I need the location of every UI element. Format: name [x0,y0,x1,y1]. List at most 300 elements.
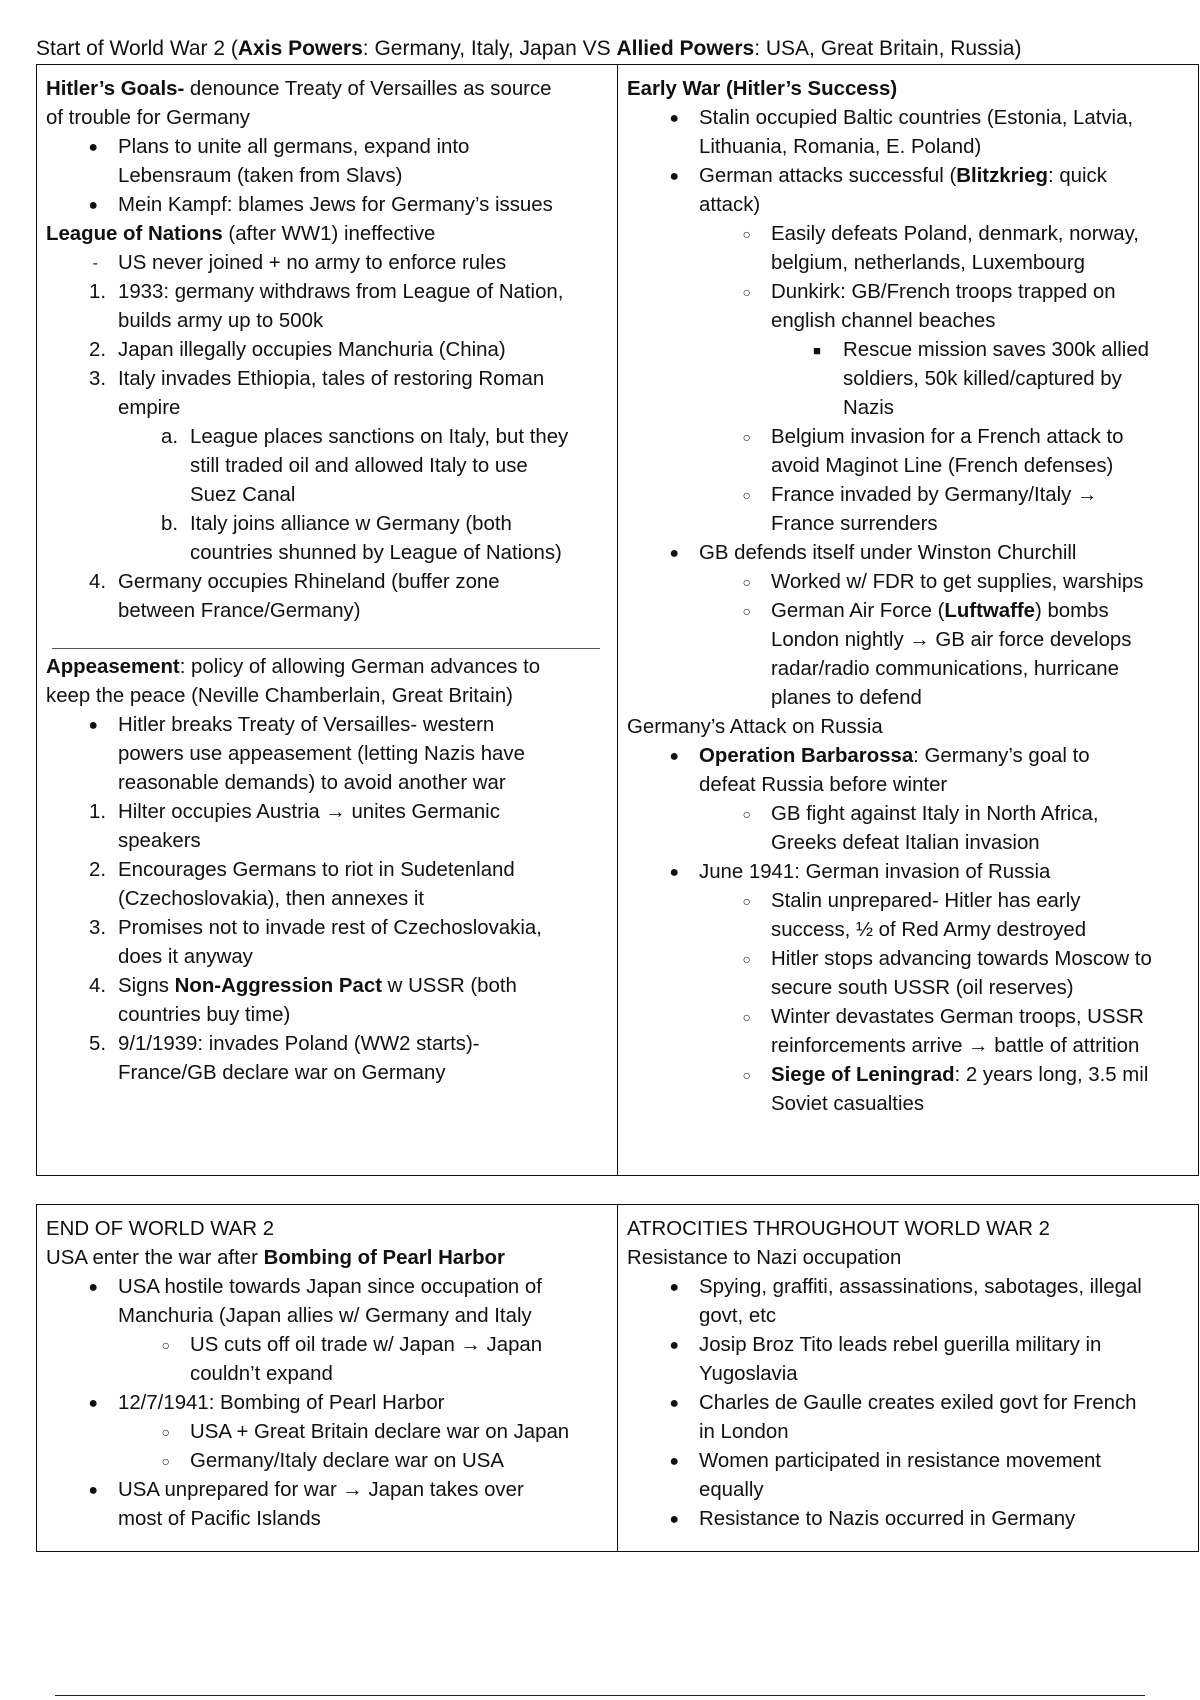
note-line [46,653,609,682]
list-item [46,1302,609,1331]
list-item [627,771,1190,800]
list-item [627,1447,1190,1476]
line-text [118,856,609,885]
text-run: France surrenders [771,513,938,535]
line-text [699,1447,1190,1476]
text-run: Hitler stops advancing towards Moscow to [771,948,1152,970]
list-item [46,798,609,827]
list-item [46,885,609,914]
text-run: still traded oil and allowed Italy to use [190,455,528,477]
bullet-marker: ■ [813,343,821,358]
line-text [699,1476,1190,1505]
line-text [118,1030,609,1059]
list-item [627,597,1190,626]
text-run: League places sanctions on Italy, but they [190,426,569,448]
line-text [190,1331,609,1360]
line-text [46,1244,609,1273]
note-line [627,1215,1190,1244]
text-run: speakers [118,830,201,852]
line-text [771,481,1190,510]
list-item [46,1030,609,1059]
text-run: Yugoslavia [699,1363,798,1385]
list-item [46,972,609,1001]
text-run: ATROCITIES THROUGHOUT WORLD WAR 2 [627,1218,1050,1240]
bottom-notes-table [36,1204,1199,1552]
text-run: belgium, netherlands, Luxembourg [771,252,1085,274]
bullet-marker: ● [88,1279,98,1296]
line-text [118,914,609,943]
line-text [771,626,1190,655]
list-item [46,1273,609,1302]
line-text [190,510,609,539]
text-run: Start of World War 2 ( [36,37,238,60]
text-run: Winter devastates German troops, USSR [771,1006,1144,1028]
text-run: : policy of allowing German advances to [179,656,541,678]
line-text [699,1418,1190,1447]
list-item [627,945,1190,974]
list-item [46,278,609,307]
text-run: success, ½ of Red Army destroyed [771,919,1087,941]
text-run: Encourages Germans to riot in Sudetenland [118,859,515,881]
text-run: Promises not to invade rest of Czechoslovakia, [118,917,542,939]
text-run: in London [699,1421,789,1443]
list-item [627,1090,1190,1119]
text-run: German Air Force ( [771,600,945,622]
list-item [46,133,609,162]
bullet-marker: ○ [742,951,751,967]
line-text [118,1001,609,1030]
top-notes-table [36,64,1199,1176]
text-run: does it anyway [118,946,253,968]
list-item [46,394,609,423]
list-item [627,191,1190,220]
list-item [46,597,609,626]
line-text [118,568,609,597]
line-text [46,1215,609,1244]
line-text [771,800,1190,829]
list-item [46,191,609,220]
list-number: 4. [88,571,106,593]
line-text [627,75,1190,104]
bullet-marker: ○ [161,1424,170,1440]
text-run: : quick [1048,165,1107,187]
line-text [118,336,609,365]
page-title [36,37,1021,61]
list-item [627,1032,1190,1061]
list-number: 3. [88,368,106,390]
list-item [46,336,609,365]
list-item [627,220,1190,249]
list-item [627,858,1190,887]
text-run: attack) [699,194,761,216]
section-divider [52,648,600,649]
line-text [118,740,609,769]
bullet-marker: ○ [742,806,751,822]
line-text [627,713,1190,742]
list-number: b. [160,513,178,535]
text-run: USA hostile towards Japan since occupation of [118,1276,542,1298]
bullet-marker: ● [88,139,98,156]
list-item [627,916,1190,945]
bold-term: Luftwaffe [944,600,1035,622]
bold-term: Allied Powers [616,37,755,60]
line-text [190,1418,609,1447]
top-right-cell [618,65,1199,1176]
line-text [190,423,609,452]
line-text [699,539,1190,568]
bullet-marker: ○ [742,603,751,619]
line-text [118,133,609,162]
text-run: Greeks defeat Italian invasion [771,832,1040,854]
list-item [627,1418,1190,1447]
note-line [627,75,1190,104]
list-item [46,1418,609,1447]
list-number: 1. [88,801,106,823]
bullet-marker: ● [669,864,679,881]
text-run: 12/7/1941: Bombing of Pearl Harbor [118,1392,445,1414]
line-text [627,1244,1190,1273]
list-item [627,974,1190,1003]
text-run: Japan illegally occupies Manchuria (China) [118,339,506,361]
bullet-marker: ● [669,1337,679,1354]
line-text [190,481,609,510]
line-text [771,945,1190,974]
text-run: Belgium invasion for a French attack to [771,426,1124,448]
text-run: avoid Maginot Line (French defenses) [771,455,1114,477]
bold-term: Blitzkrieg [956,165,1049,187]
bold-term: Axis Powers [237,37,363,60]
list-item [46,1331,609,1360]
list-number: 2. [88,339,106,361]
line-text [771,1090,1190,1119]
text-run: 9/1/1939: invades Poland (WW2 starts)- [118,1033,480,1055]
text-run: powers use appeasement (letting Nazis have [118,743,525,765]
line-text [771,307,1190,336]
text-run: GB fight against Italy in North Africa, [771,803,1099,825]
note-line [46,1244,609,1273]
line-text [46,75,609,104]
bullet-marker: ○ [742,1067,751,1083]
text-run: Rescue mission saves 300k allied [843,339,1150,361]
bullet-marker: ● [669,545,679,562]
list-item [627,1505,1190,1534]
list-item [627,1331,1190,1360]
line-text [699,1505,1190,1534]
bottom-left-cell [37,1205,618,1552]
bottom-left-notes [37,1205,617,1534]
list-number: a. [160,426,178,448]
text-run: Germany’s Attack on Russia [627,716,883,738]
line-text [771,1032,1190,1061]
list-item [627,655,1190,684]
list-item [46,856,609,885]
text-run: Nazis [843,397,894,419]
line-text [699,1360,1190,1389]
line-text [190,1447,609,1476]
list-item [627,742,1190,771]
text-run: June 1941: German invasion of Russia [699,861,1051,883]
text-run: Dunkirk: GB/French troops trapped on [771,281,1116,303]
text-run: US cuts off oil trade w/ Japan → Japan [190,1334,543,1356]
bullet-marker: ○ [742,574,751,590]
line-text [46,220,609,249]
text-run: Plans to unite all germans, expand into [118,136,470,158]
list-number: 1. [88,281,106,303]
text-run: GB defends itself under Winston Churchill [699,542,1077,564]
line-text [118,394,609,423]
text-run: Spying, graffiti, assassinations, sabotages, illegal [699,1276,1142,1298]
list-item [46,1360,609,1389]
text-run: builds army up to 500k [118,310,324,332]
text-run: most of Pacific Islands [118,1508,321,1530]
list-item [627,626,1190,655]
line-text [118,769,609,798]
list-item [46,1505,609,1534]
bold-term: Non-Aggression Pact [174,975,383,997]
list-item [46,914,609,943]
text-run: couldn’t expand [190,1363,333,1385]
text-run: Hilter occupies Austria → unites Germanic [118,801,500,823]
text-run: (Czechoslovakia), then annexes it [118,888,425,910]
list-item [46,365,609,394]
line-text [771,423,1190,452]
line-text [118,711,609,740]
text-run: Stalin unprepared- Hitler has early [771,890,1081,912]
note-line [627,713,1190,742]
bullet-marker: ● [669,1511,679,1528]
list-item [46,1389,609,1418]
line-text [118,1505,609,1534]
list-item [627,133,1190,162]
line-text [118,1059,609,1088]
list-item [46,539,609,568]
list-item [627,568,1190,597]
list-item [627,104,1190,133]
line-text [118,1273,609,1302]
line-text [771,684,1190,713]
line-text [118,162,609,191]
text-run: END OF WORLD WAR 2 [46,1218,275,1240]
bullet-marker: ○ [742,226,751,242]
line-text [699,742,1190,771]
line-text [699,1302,1190,1331]
line-text [843,336,1190,365]
line-text [771,597,1190,626]
text-run: Italy joins alliance w Germany (both [190,513,512,535]
line-text [118,597,609,626]
text-run: of trouble for Germany [46,107,250,129]
list-item [627,249,1190,278]
line-text [699,1331,1190,1360]
text-run: ) bombs [1035,600,1109,622]
list-item [46,307,609,336]
line-text [190,452,609,481]
bullet-marker: ○ [742,893,751,909]
list-item [46,423,609,452]
line-text [118,191,609,220]
list-item [46,1001,609,1030]
line-text [118,827,609,856]
text-run: Suez Canal [190,484,296,506]
text-run: Josip Broz Tito leads rebel guerilla military in [699,1334,1102,1356]
line-text [699,771,1190,800]
line-text [771,655,1190,684]
text-run: planes to defend [771,687,922,709]
list-item [46,162,609,191]
bold-term: Early War (Hitler’s Success) [627,78,898,100]
bold-term: Hitler’s Goals- [46,78,185,100]
bullet-marker: ● [669,1395,679,1412]
list-item [627,394,1190,423]
bullet-marker: ● [669,110,679,127]
bullet-marker: ○ [161,1453,170,1469]
list-item [627,829,1190,858]
text-run: Resistance to Nazi occupation [627,1247,902,1269]
note-line [46,75,609,104]
text-run: Lithuania, Romania, E. Poland) [699,136,982,158]
text-run: english channel beaches [771,310,996,332]
line-text [699,133,1190,162]
line-text [843,365,1190,394]
text-run: between France/Germany) [118,600,361,622]
note-line [627,1244,1190,1273]
list-item [46,568,609,597]
list-item [627,1061,1190,1090]
line-text [118,885,609,914]
list-item [627,800,1190,829]
list-item [627,481,1190,510]
line-text [118,278,609,307]
text-run: w USSR (both [382,975,517,997]
list-item [46,249,609,278]
text-run: Charles de Gaulle creates exiled govt for French [699,1392,1137,1414]
bullet-marker: ○ [742,1009,751,1025]
list-item [46,827,609,856]
list-item [46,1476,609,1505]
list-item [627,162,1190,191]
text-run: Women participated in resistance movement [699,1450,1101,1472]
line-text [118,1389,609,1418]
bullet-marker: ○ [742,487,751,503]
list-item [46,510,609,539]
line-text [699,104,1190,133]
list-item [627,1302,1190,1331]
line-text [771,1061,1190,1090]
line-text [118,798,609,827]
list-number: 3. [88,917,106,939]
line-text [843,394,1190,423]
line-text [46,653,609,682]
line-text [118,943,609,972]
bullet-marker: ● [88,197,98,214]
text-run: defeat Russia before winter [699,774,948,796]
list-item [46,943,609,972]
text-run: empire [118,397,181,419]
line-text [771,510,1190,539]
text-run: US never joined + no army to enforce rules [118,252,507,274]
list-item [627,365,1190,394]
line-text [118,1302,609,1331]
top-left-cell [37,65,618,1176]
text-run: Soviet casualties [771,1093,925,1115]
list-item [627,887,1190,916]
list-item [46,711,609,740]
text-run: : Germany’s goal to [913,745,1090,767]
text-run: France/GB declare war on Germany [118,1062,446,1084]
text-run: Signs [118,975,175,997]
bullet-marker: ● [669,168,679,185]
text-run: USA enter the war after [46,1247,264,1269]
text-run: German attacks successful ( [699,165,957,187]
text-run: London nightly → GB air force develops [771,629,1132,651]
bold-term: Bombing of Pearl Harbor [263,1247,505,1269]
top-left-notes [37,65,617,1088]
bold-term: Appeasement [46,656,180,678]
line-text [118,307,609,336]
line-text [771,452,1190,481]
text-run: Manchuria (Japan allies w/ Germany and Italy [118,1305,532,1327]
line-text [46,682,609,711]
bullet-marker: ○ [742,284,751,300]
line-text [699,1389,1190,1418]
line-text [627,1215,1190,1244]
note-line [46,1215,609,1244]
line-text [118,1476,609,1505]
text-run: Hitler breaks Treaty of Versailles- western [118,714,495,736]
list-item [627,1360,1190,1389]
list-item [627,336,1190,365]
list-item [627,1003,1190,1032]
text-run: 1933: germany withdraws from League of Nation, [118,281,564,303]
list-item [627,684,1190,713]
list-number: 2. [88,859,106,881]
bullet-marker: ● [669,1279,679,1296]
line-text [771,278,1190,307]
line-text [699,162,1190,191]
note-line [46,104,609,133]
line-text [190,539,609,568]
bullet-marker: ○ [742,429,751,445]
list-item [627,1476,1190,1505]
bullet-marker: ● [88,717,98,734]
text-run: Germany occupies Rhineland (buffer zone [118,571,500,593]
list-item [46,452,609,481]
line-text [699,1273,1190,1302]
footer-divider [55,1695,1145,1696]
line-text [699,858,1190,887]
text-run: Lebensraum (taken from Slavs) [118,165,403,187]
text-run: keep the peace (Neville Chamberlain, Great Britain) [46,685,513,707]
list-number: 5. [88,1033,106,1055]
bottom-right-cell [618,1205,1199,1552]
line-text [771,1003,1190,1032]
text-run: : 2 years long, 3.5 mil [954,1064,1149,1086]
line-text [771,887,1190,916]
line-text [771,916,1190,945]
list-item [627,423,1190,452]
line-text [771,974,1190,1003]
list-item [627,1273,1190,1302]
line-text [771,220,1190,249]
text-run: reasonable demands) to avoid another war [118,772,506,794]
text-run: USA + Great Britain declare war on Japan [190,1421,570,1443]
note-line [46,682,609,711]
line-text [190,1360,609,1389]
text-run: Resistance to Nazis occurred in Germany [699,1508,1076,1530]
list-item [46,740,609,769]
list-item [627,539,1190,568]
line-text [771,568,1190,597]
